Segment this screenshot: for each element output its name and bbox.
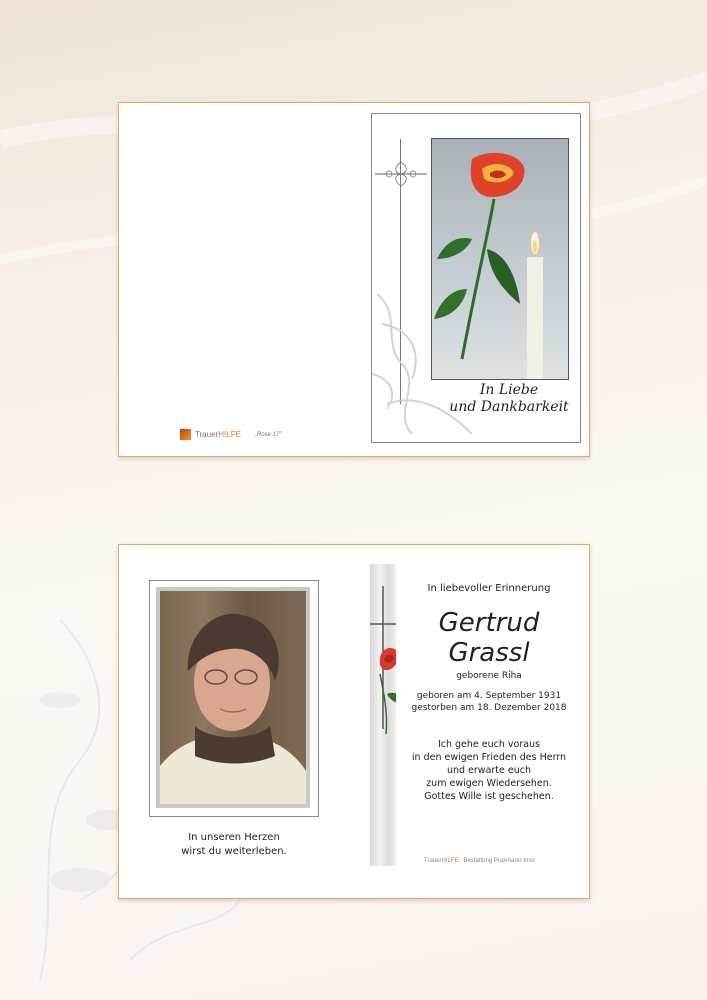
birth-date: geboren am 4. September 1931 xyxy=(416,691,562,701)
inside-card xyxy=(118,544,590,899)
headline-line-2: und Dankbarkeit xyxy=(449,399,569,415)
poem-line: Gottes Wille ist geschehen. xyxy=(424,791,554,802)
front-panel xyxy=(371,113,581,443)
footer-brand-name: Trauer xyxy=(424,858,442,864)
poem-line: zum ewigen Wiedersehen. xyxy=(426,778,552,789)
left-verse-line-2: wirst du weiterleben. xyxy=(181,846,287,857)
brand-logo-area xyxy=(180,429,281,440)
portrait-photo xyxy=(160,591,306,804)
poem-line: in den ewigen Frieden des Herrn xyxy=(411,752,567,763)
front-headline xyxy=(434,382,584,416)
footer-brand-suffix: HILFE xyxy=(441,858,459,864)
portrait-frame xyxy=(149,580,319,817)
left-verse xyxy=(159,831,309,859)
death-date: gestorben am 18. Dezember 2018 xyxy=(411,703,567,713)
remembrance-heading: In liebevoller Erinnerung xyxy=(427,583,551,594)
floral-swirl-decoration xyxy=(372,284,482,442)
decorative-strip xyxy=(370,564,396,866)
card-model: „Rose 17" xyxy=(254,431,282,438)
poem-line: und erwarte euch xyxy=(446,765,532,776)
footer-brand xyxy=(424,858,535,864)
footer-undertaker: Bestattung Praxmarer Imst xyxy=(463,858,535,864)
poem xyxy=(404,738,574,803)
brand-name: Trauer xyxy=(195,430,219,439)
brand-suffix: HILFE xyxy=(218,430,241,439)
trauerhilfe-logo-icon xyxy=(180,429,191,440)
maiden-name: geborene Riha xyxy=(456,671,522,681)
last-name: Grassl xyxy=(448,638,530,668)
cross-ornament-icon xyxy=(375,154,427,194)
poem-line: Ich gehe euch voraus xyxy=(437,739,541,750)
obituary-text xyxy=(404,575,574,803)
front-card xyxy=(118,102,590,457)
cross-rose-icon xyxy=(370,564,396,866)
headline-line-1: In Liebe xyxy=(479,382,539,398)
first-name: Gertrud xyxy=(438,608,540,638)
deceased-name xyxy=(404,608,574,668)
left-verse-line-1: In unseren Herzen xyxy=(188,832,280,843)
